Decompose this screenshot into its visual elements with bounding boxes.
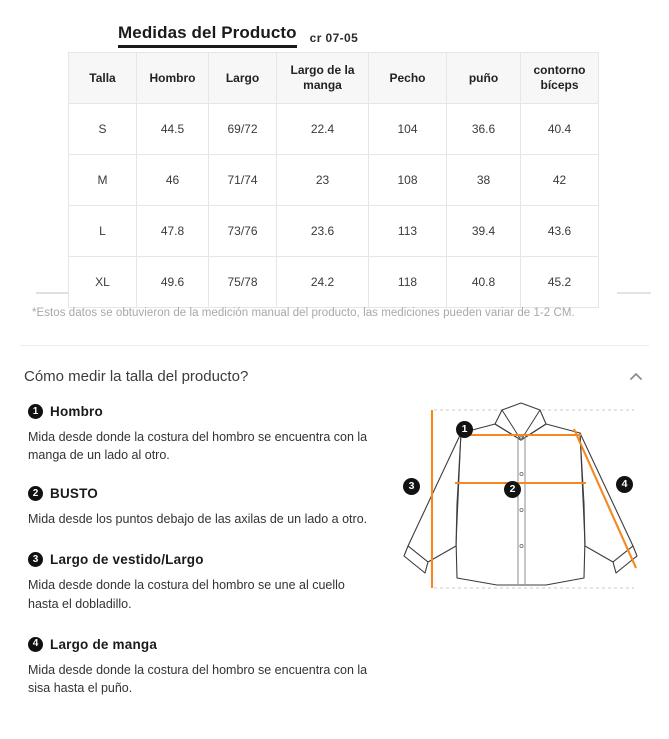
page-title: Medidas del Producto — [118, 23, 297, 48]
size-table-wrapper — [68, 52, 598, 308]
table-header-row — [69, 53, 599, 104]
cell-hombro: 46 — [137, 155, 209, 206]
measurement-disclaimer: *Estos datos se obtuvieron de la medición manual del producto, las mediciones pueden variar de 1-2 CM. — [32, 307, 575, 319]
step-title: Hombro — [50, 404, 103, 419]
cell-puno: 40.8 — [447, 257, 521, 308]
step-header — [28, 404, 388, 419]
cell-puno: 36.6 — [447, 104, 521, 155]
shirt-measurement-diagram — [394, 396, 649, 606]
size-table — [68, 52, 599, 308]
step-header — [28, 486, 388, 501]
cell-pecho: 104 — [369, 104, 447, 155]
column-header-talla: Talla — [69, 53, 137, 104]
cell-talla: S — [69, 104, 137, 155]
step-number-badge: 2 — [28, 486, 43, 501]
cell-puno: 39.4 — [447, 206, 521, 257]
cell-pecho: 118 — [369, 257, 447, 308]
cell-pecho: 108 — [369, 155, 447, 206]
page-title-row — [0, 14, 669, 48]
step-description: Mida desde donde la costura del hombro se encuentra con la manga de un lado al otro. — [28, 430, 368, 463]
column-header-largo-manga: Largo de la manga — [277, 53, 369, 104]
section-divider — [20, 345, 649, 346]
list-item — [28, 404, 388, 464]
step-title: Largo de vestido/Largo — [50, 552, 204, 568]
list-item — [28, 637, 388, 697]
cell-largo: 71/74 — [209, 155, 277, 206]
how-to-measure-section-header[interactable] — [24, 360, 645, 393]
cell-talla: M — [69, 155, 137, 206]
diagram-marker-2: 2 — [504, 481, 521, 498]
step-title: BUSTO — [50, 486, 99, 502]
column-header-largo: Largo — [209, 53, 277, 104]
cell-largo: 69/72 — [209, 104, 277, 155]
cell-contorno-biceps: 43.6 — [521, 206, 599, 257]
cell-largo-manga: 22.4 — [277, 104, 369, 155]
cell-hombro: 47.8 — [137, 206, 209, 257]
step-number-badge: 1 — [28, 404, 43, 419]
table-row — [69, 155, 599, 206]
cell-hombro: 49.6 — [137, 257, 209, 308]
step-number-badge: 4 — [28, 637, 43, 652]
cell-largo-manga: 23 — [277, 155, 369, 206]
step-description: Mida desde donde la costura del hombro se encuentra con la sisa hasta el puño. — [28, 662, 368, 695]
cell-contorno-biceps: 40.4 — [521, 104, 599, 155]
cell-puno: 38 — [447, 155, 521, 206]
cell-hombro: 44.5 — [137, 104, 209, 155]
diagram-marker-4: 4 — [616, 476, 633, 493]
list-item — [28, 552, 388, 612]
cell-talla: XL — [69, 257, 137, 308]
measurement-steps-list — [28, 404, 388, 717]
diagram-marker-1: 1 — [456, 421, 473, 438]
step-header — [28, 552, 388, 567]
step-description: Mida desde los puntos debajo de las axilas de un lado a otro. — [28, 512, 368, 527]
cell-largo-manga: 24.2 — [277, 257, 369, 308]
column-header-contorno-biceps: contorno bíceps — [521, 53, 599, 104]
step-title: Largo de manga — [50, 636, 158, 652]
column-header-hombro: Hombro — [137, 53, 209, 104]
table-row — [69, 104, 599, 155]
step-header — [28, 637, 388, 652]
section-title: Cómo medir la talla del producto? — [24, 368, 249, 385]
step-number-badge: 3 — [28, 552, 43, 567]
cell-largo: 73/76 — [209, 206, 277, 257]
cell-largo: 75/78 — [209, 257, 277, 308]
column-header-pecho: Pecho — [369, 53, 447, 104]
chevron-up-icon[interactable] — [627, 368, 645, 386]
column-header-puno: puño — [447, 53, 521, 104]
cell-talla: L — [69, 206, 137, 257]
cell-pecho: 113 — [369, 206, 447, 257]
cell-contorno-biceps: 42 — [521, 155, 599, 206]
table-row — [69, 206, 599, 257]
divider-left-stub — [36, 292, 69, 294]
cell-contorno-biceps: 45.2 — [521, 257, 599, 308]
list-item — [28, 486, 388, 528]
cell-largo-manga: 23.6 — [277, 206, 369, 257]
table-row — [69, 257, 599, 308]
diagram-marker-3: 3 — [403, 478, 420, 495]
divider-right-stub — [617, 292, 651, 294]
step-description: Mida desde donde la costura del hombro se une al cuello hasta el dobladillo. — [28, 578, 345, 611]
shirt-illustration — [394, 396, 649, 606]
product-code: cr 07-05 — [309, 31, 359, 45]
